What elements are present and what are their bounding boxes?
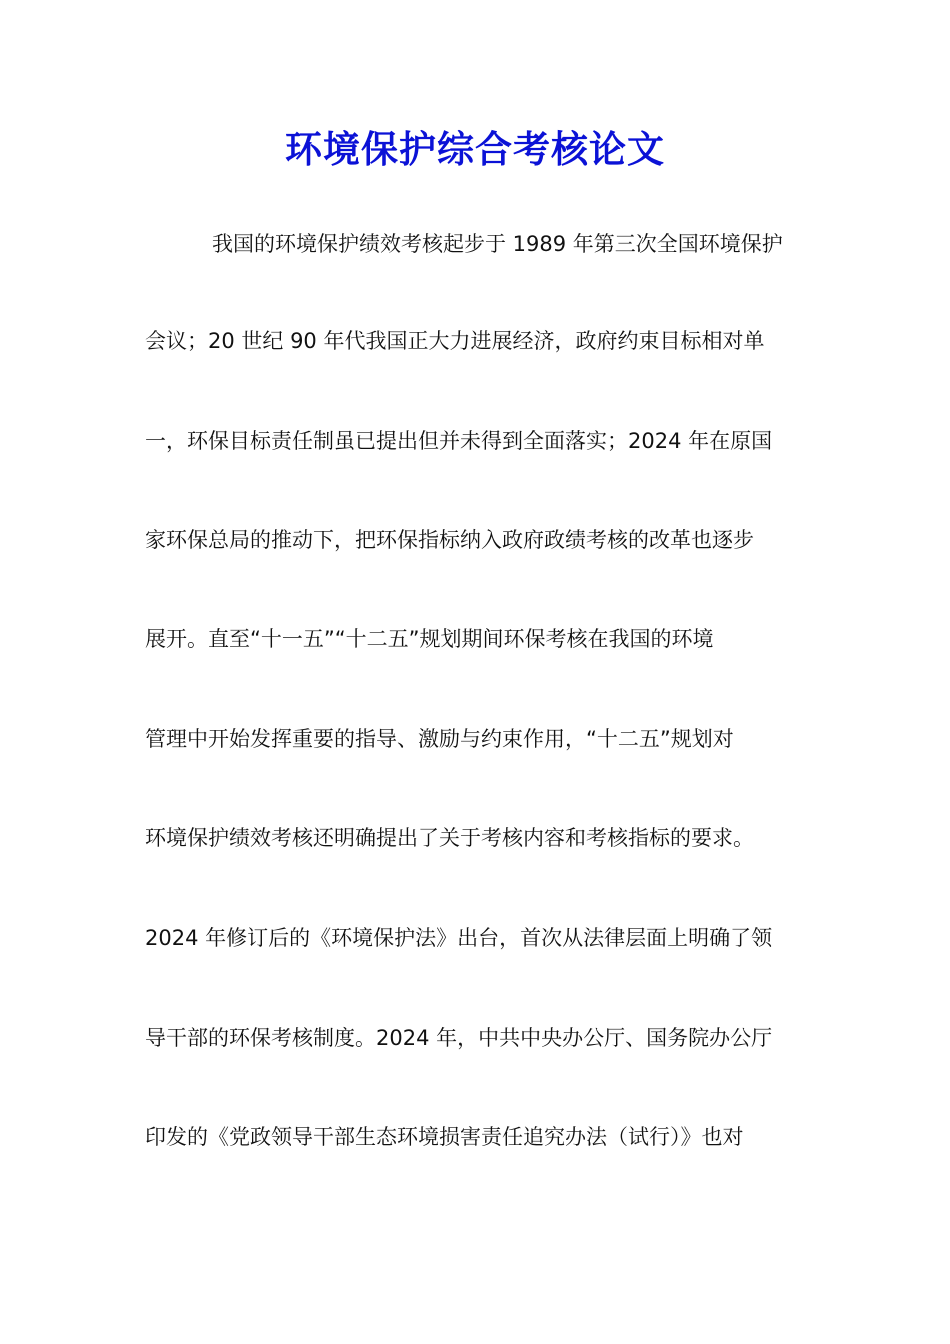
document-title: 环境保护综合考核论文 bbox=[285, 127, 665, 171]
paragraph-line: 展开。直至“十一五”“十二五”规划期间环保考核在我国的环境 bbox=[145, 627, 714, 651]
paragraph-line: 环境保护绩效考核还明确提出了关于考核内容和考核指标的要求。 bbox=[145, 826, 754, 850]
paragraph-line: 一，环保目标责任制虽已提出但并未得到全面落实；2024 年在原国 bbox=[145, 429, 773, 453]
paragraph-line: 管理中开始发挥重要的指导、激励与约束作用，“十二五”规划对 bbox=[145, 727, 734, 751]
paragraph-line: 会议；20 世纪 90 年代我国正大力进展经济，政府约束目标相对单 bbox=[145, 329, 765, 353]
paragraph-line: 我国的环境保护绩效考核起步于 1989 年第三次全国环境保护 bbox=[212, 232, 783, 256]
paragraph-line: 导干部的环保考核制度。2024 年，中共中央办公厅、国务院办公厅 bbox=[145, 1026, 773, 1050]
paragraph-line: 印发的《党政领导干部生态环境损害责任追究办法（试行）》也对 bbox=[145, 1125, 744, 1149]
paragraph-line: 家环保总局的推动下，把环保指标纳入政府政绩考核的改革也逐步 bbox=[145, 528, 754, 552]
paragraph-line: 2024 年修订后的《环境保护法》出台，首次从法律层面上明确了领 bbox=[145, 926, 773, 950]
